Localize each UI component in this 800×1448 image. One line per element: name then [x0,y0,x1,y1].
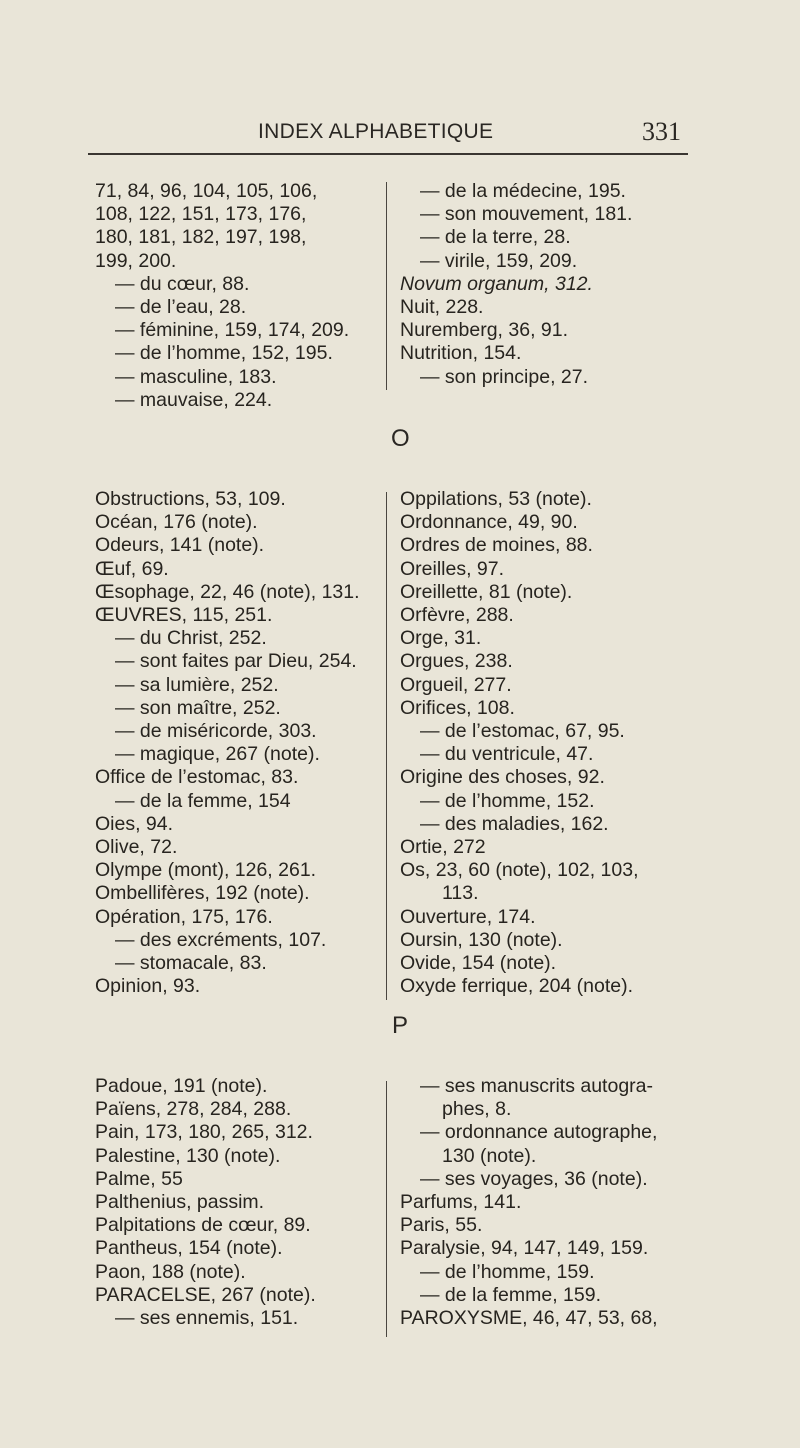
index-subentry: — de la femme, 159. [420,1283,602,1306]
index-entry: Ombellifères, 192 (note). [95,882,310,905]
index-entry: Palpitations de cœur, 89. [95,1214,311,1237]
index-entry: Nuit, 228. [400,296,484,319]
index-entry: PAROXYSME, 46, 47, 53, 68, [400,1307,658,1330]
index-subentry: — son maître, 252. [115,696,281,719]
index-entry: Oies, 94. [95,812,174,835]
section-o-right-column [400,488,700,998]
index-entry: 108, 122, 151, 173, 176, [95,203,307,226]
index-subentry: — ordonnance autographe, [420,1121,658,1144]
index-subentry: — de la médecine, 195. [420,180,626,202]
index-entry: Nutrition, 154. [400,342,522,365]
index-entry: Ordres de moines, 88. [400,534,593,557]
index-subentry: — de l’estomac, 67, 95. [420,720,625,743]
index-subentry: — de miséricorde, 303. [115,720,317,743]
index-subentry: — stomacale, 83. [115,952,267,975]
index-entry: ŒUVRES, 115, 251. [95,604,273,627]
index-entry: Parfums, 141. [400,1191,522,1214]
index-subentry: — de la terre, 28. [420,226,571,249]
index-entry: Pain, 173, 180, 265, 312. [95,1121,313,1144]
index-entry: Océan, 176 (note). [95,511,258,534]
index-entry: Nuremberg, 36, 91. [400,319,569,342]
index-entry: Opération, 175, 176. [95,905,273,928]
index-entry: Palthenius, passim. [95,1191,265,1214]
index-entry: Olive, 72. [95,836,178,859]
index-entry: Orfèvre, 288. [400,604,514,627]
index-entry: Palestine, 130 (note). [95,1144,281,1167]
index-subentry: — ses voyages, 36 (note). [420,1167,648,1190]
index-entry: Oursin, 130 (note). [400,928,563,951]
index-entry: Oppilations, 53 (note). [400,488,592,510]
index-subentry: — sont faites par Dieu, 254. [115,650,357,673]
index-subentry: — des maladies, 162. [420,812,609,835]
index-subentry: — mauvaise, 224. [115,388,273,411]
header-rule [88,153,688,155]
index-entry: Os, 23, 60 (note), 102, 103, [400,859,639,882]
index-entry: Odeurs, 141 (note). [95,534,265,557]
index-entry: Opinion, 93. [95,975,201,998]
index-entry: Palme, 55 [95,1167,183,1190]
section-letter-p: P [392,1012,409,1039]
index-entry: Origine des choses, 92. [400,766,605,789]
index-entry: Paris, 55. [400,1214,483,1237]
index-entry: Ordonnance, 49, 90. [400,511,578,534]
index-subentry: — du cœur, 88. [115,272,250,295]
index-subentry: — de l’eau, 28. [115,296,247,319]
index-entry: Orgues, 238. [400,650,513,673]
index-entry: 199, 200. [95,249,177,272]
column-divider [386,1081,387,1337]
column-divider [386,182,387,390]
index-entry: Office de l’estomac, 83. [95,766,299,789]
section-letter-o: O [391,425,410,452]
index-subentry: — masculine, 183. [115,365,277,388]
index-subentry: — du Christ, 252. [115,627,267,650]
index-entry: Oreillette, 81 (note). [400,580,573,603]
index-subentry: — son principe, 27. [420,365,589,388]
column-divider [386,492,387,1000]
index-subentry: — de l’homme, 152, 195. [115,342,333,365]
index-subentry: — du ventricule, 47. [420,743,594,766]
index-entry: 113. [442,882,479,905]
index-entry: PARACELSE, 267 (note). [95,1283,316,1306]
index-entry: 180, 181, 182, 197, 198, [95,226,307,249]
index-entry: Padoue, 191 (note). [95,1075,268,1097]
index-subentry: — magique, 267 (note). [115,743,320,766]
index-entry: Orge, 31. [400,627,482,650]
index-subentry: — son mouvement, 181. [420,203,633,226]
index-subentry: — ses manuscrits autogra- [420,1075,654,1097]
index-subentry: — de la femme, 154 [115,789,291,812]
index-entry: Orifices, 108. [400,696,515,719]
index-entry: Orgueil, 277. [400,673,512,696]
index-subentry: — des excréments, 107. [115,928,327,951]
index-subentry: — sa lumière, 252. [115,673,279,696]
index-entry: Paon, 188 (note). [95,1260,246,1283]
index-entry: Obstructions, 53, 109. [95,488,286,510]
index-entry: Pantheus, 154 (note). [95,1237,283,1260]
index-entry: Ovide, 154 (note). [400,952,557,975]
section-n-left-column [95,180,380,412]
page-number: 331 [642,117,681,146]
section-o-left-column [95,488,380,998]
index-entry: 130 (note). [442,1144,537,1167]
index-entry: Oxyde ferrique, 204 (note). [400,975,634,998]
index-subentry: — féminine, 159, 174, 209. [115,319,350,342]
index-subentry: — de l’homme, 159. [420,1260,595,1283]
section-n-right-column [400,180,700,389]
section-p-right-column [400,1075,700,1330]
index-entry: Olympe (mont), 126, 261. [95,859,317,882]
index-entry: Novum organum, 312. [400,272,593,295]
index-entry: 71, 84, 96, 104, 105, 106, [95,180,318,202]
page-header-title: INDEX ALPHABETIQUE [258,120,494,143]
index-entry: Œsophage, 22, 46 (note), 131. [95,580,360,603]
index-entry: Œuf, 69. [95,557,169,580]
index-entry: phes, 8. [442,1098,512,1121]
index-entry: Oreilles, 97. [400,557,505,580]
index-entry: Ortie, 272 [400,836,486,859]
index-subentry: — ses ennemis, 151. [115,1307,299,1330]
index-entry: Païens, 278, 284, 288. [95,1098,292,1121]
index-subentry: — de l’homme, 152. [420,789,595,812]
index-subentry: — virile, 159, 209. [420,249,578,272]
index-entry: Paralysie, 94, 147, 149, 159. [400,1237,649,1260]
index-entry: Ouverture, 174. [400,905,536,928]
section-p-left-column [95,1075,380,1330]
